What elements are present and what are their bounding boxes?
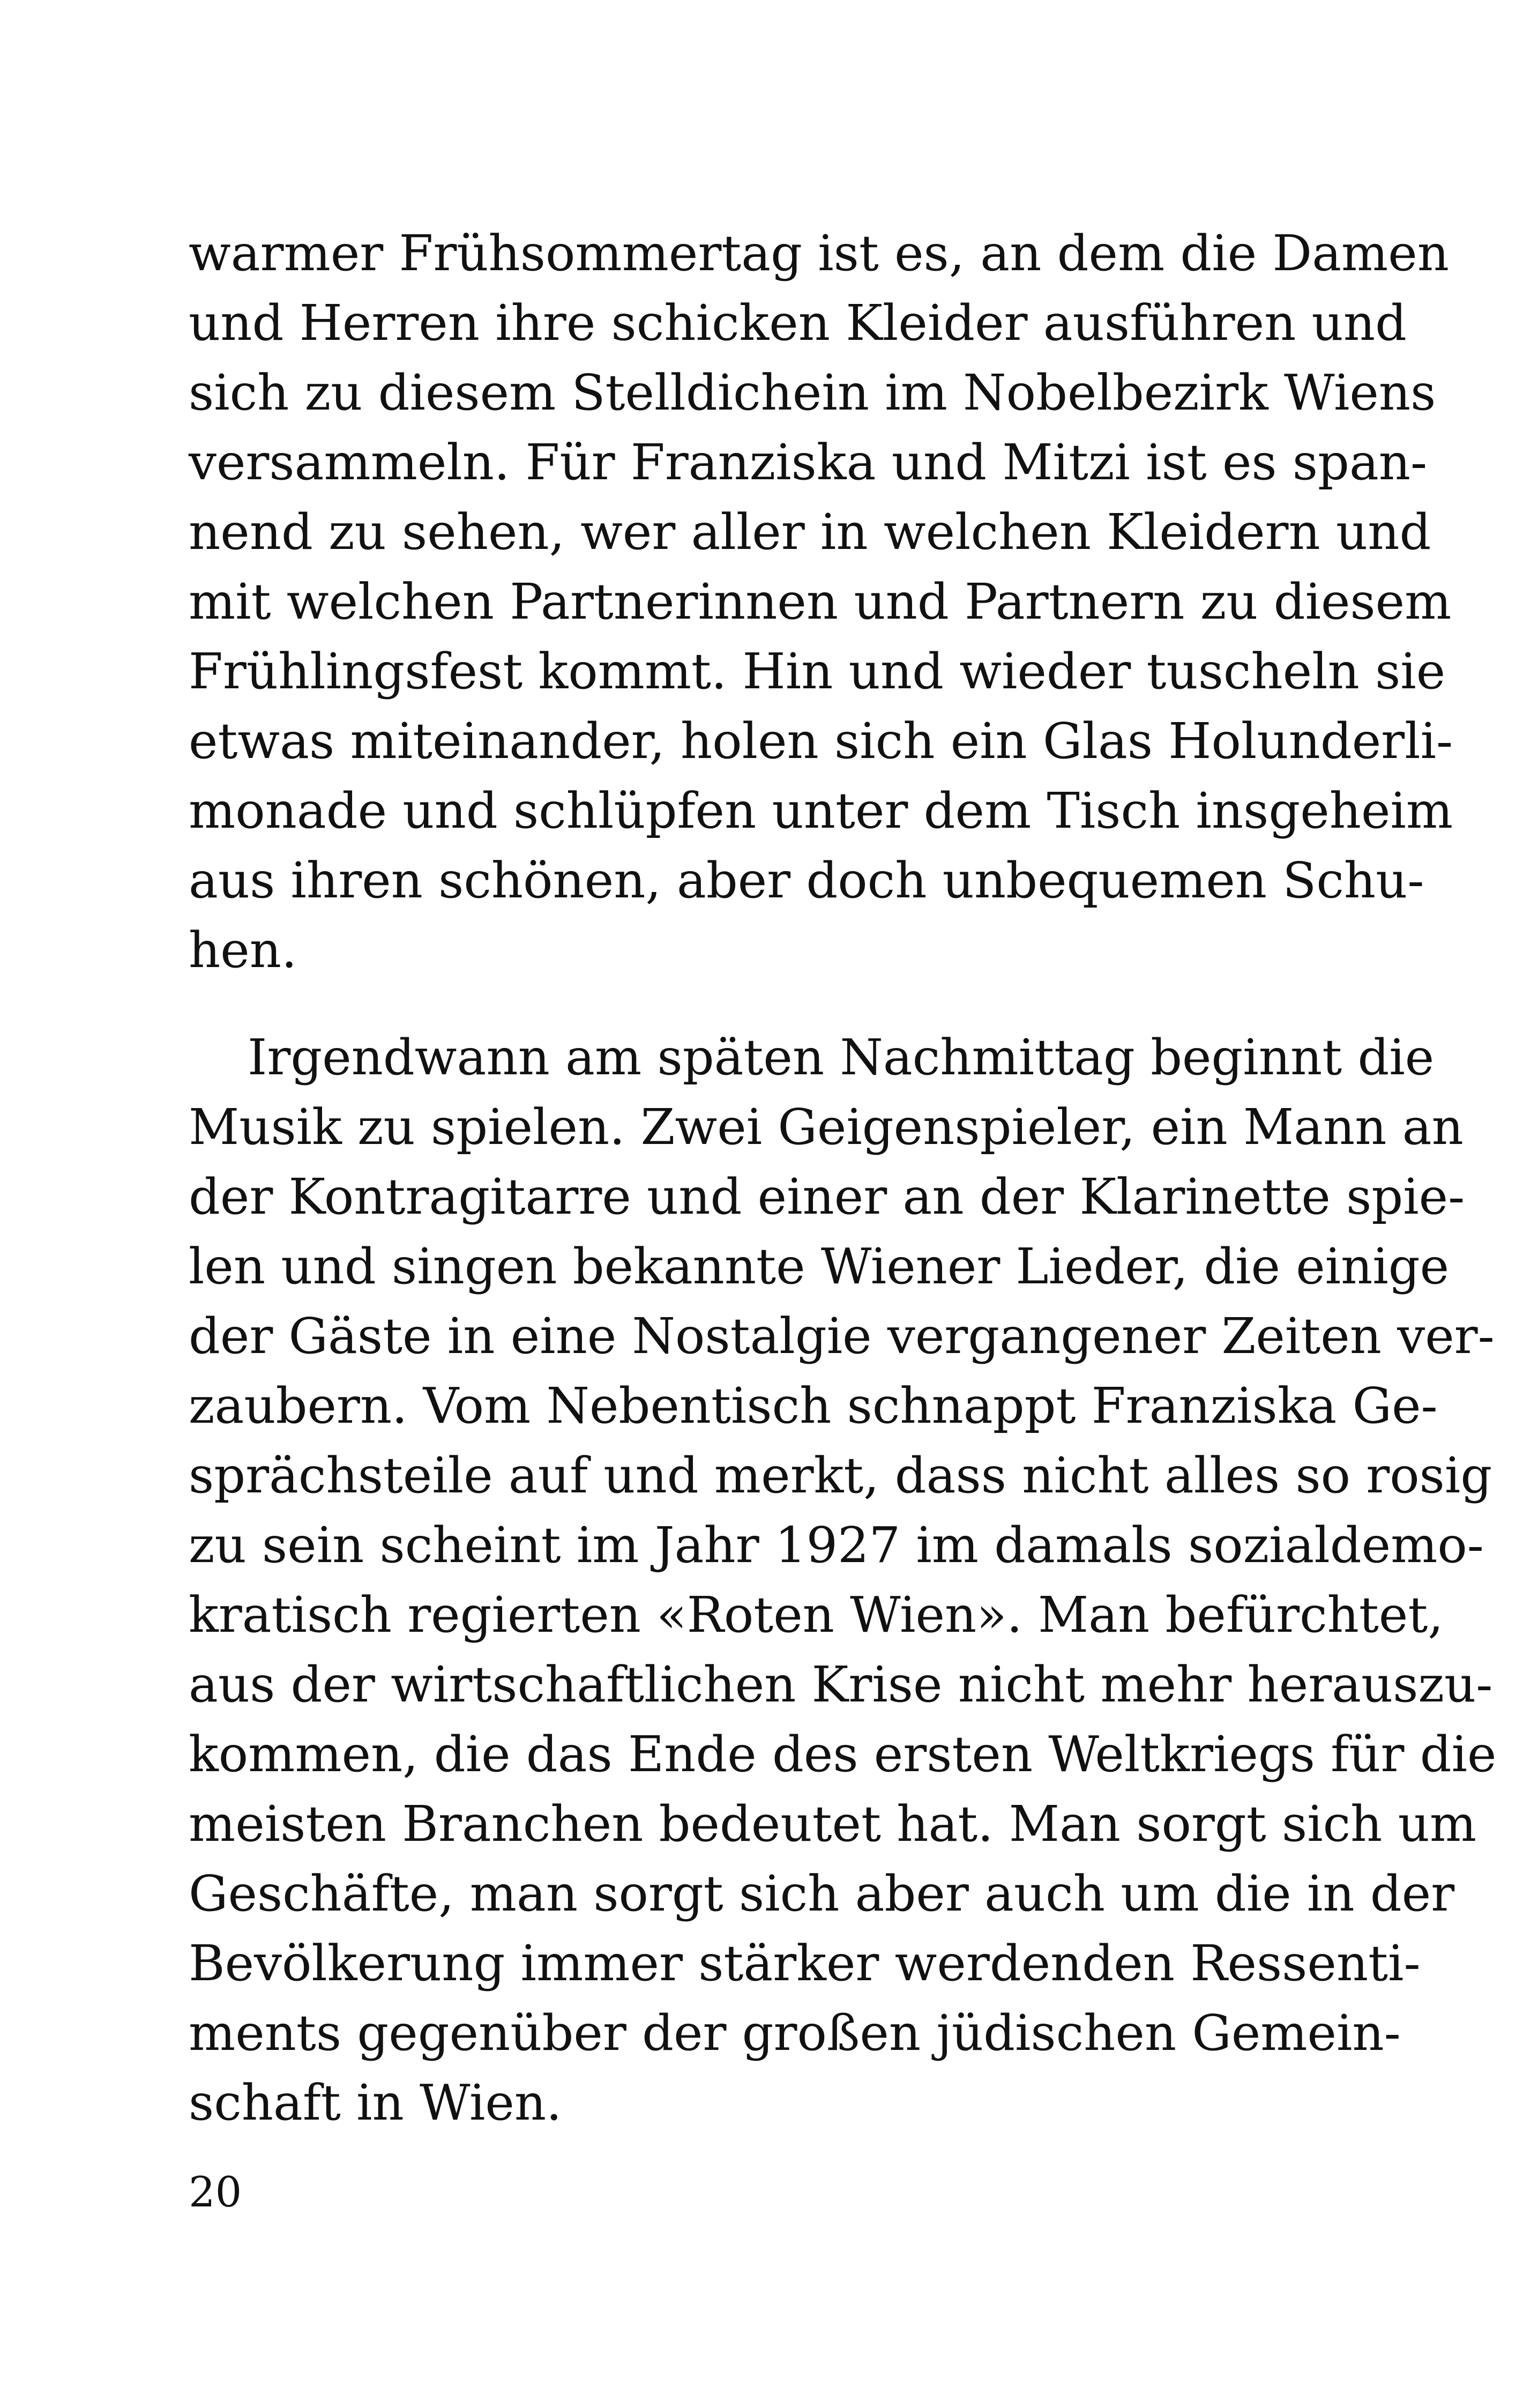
text-line: aus der wirtschaftlichen Krise nicht mehr herauszu- xyxy=(189,1656,1493,1713)
text-line: zaubern. Vom Nebentisch schnappt Franziska Ge- xyxy=(189,1377,1438,1435)
text-line: sprächsteile auf und merkt, dass nicht alles so rosig xyxy=(189,1447,1492,1504)
text-line: schaft in Wien. xyxy=(189,2074,562,2131)
text-line: meisten Branchen bedeutet hat. Man sorgt sich um xyxy=(189,1795,1477,1853)
text-line: versammeln. Für Franziska und Mitzi ist es span- xyxy=(189,434,1428,491)
text-line: mit welchen Partnerinnen und Partnern zu diesem xyxy=(189,573,1452,630)
page-number: 20 xyxy=(189,2168,242,2217)
paragraph-gap xyxy=(189,985,1294,1023)
text-line: warmer Frühsommertag ist es, an dem die Damen xyxy=(189,225,1449,282)
text-line: nend zu sehen, wer aller in welchen Kleidern und xyxy=(189,503,1431,561)
text-line: len und singen bekannte Wiener Lieder, die einige xyxy=(189,1238,1450,1295)
text-line: sich zu diesem Stelldichein im Nobelbezirk Wiens xyxy=(189,364,1436,421)
text-line: monade und schlüpfen unter dem Tisch insgeheim xyxy=(189,782,1453,839)
text-line: hen. xyxy=(189,921,297,979)
text-line: ments gegenüber der großen jüdischen Gemein- xyxy=(189,2004,1401,2062)
text-line: Irgendwann am späten Nachmittag beginnt die xyxy=(248,1029,1435,1086)
text-line: der Kontragitarre und einer an der Klarinette spie- xyxy=(189,1168,1465,1225)
text-line: kratisch regierten «Roten Wien». Man befürchtet, xyxy=(189,1586,1444,1644)
text-line: Musik zu spielen. Zwei Geigenspieler, ein Mann an xyxy=(189,1098,1464,1156)
text-line: Geschäfte, man sorgt sich aber auch um die in der xyxy=(189,1865,1455,1922)
text-line: etwas miteinander, holen sich ein Glas Holunderli- xyxy=(189,712,1453,770)
paragraph-2 xyxy=(189,1023,1497,2138)
text-line: Frühlingsfest kommt. Hin und wieder tuscheln sie xyxy=(189,643,1446,700)
text-line: zu sein scheint im Jahr 1927 im damals sozialdemo- xyxy=(189,1517,1484,1574)
text-line: aus ihren schönen, aber doch unbequemen Schu- xyxy=(189,852,1424,909)
text-line: Bevölkerung immer stärker werdenden Ressenti- xyxy=(189,1935,1421,1992)
body-text xyxy=(189,219,1497,2138)
text-line: der Gäste in eine Nostalgie vergangener Zeiten ver- xyxy=(189,1307,1495,1365)
paragraph-1 xyxy=(189,219,1453,985)
text-line: und Herren ihre schicken Kleider ausführen und xyxy=(189,294,1407,352)
text-line: kommen, die das Ende des ersten Weltkriegs für die xyxy=(189,1726,1497,1783)
